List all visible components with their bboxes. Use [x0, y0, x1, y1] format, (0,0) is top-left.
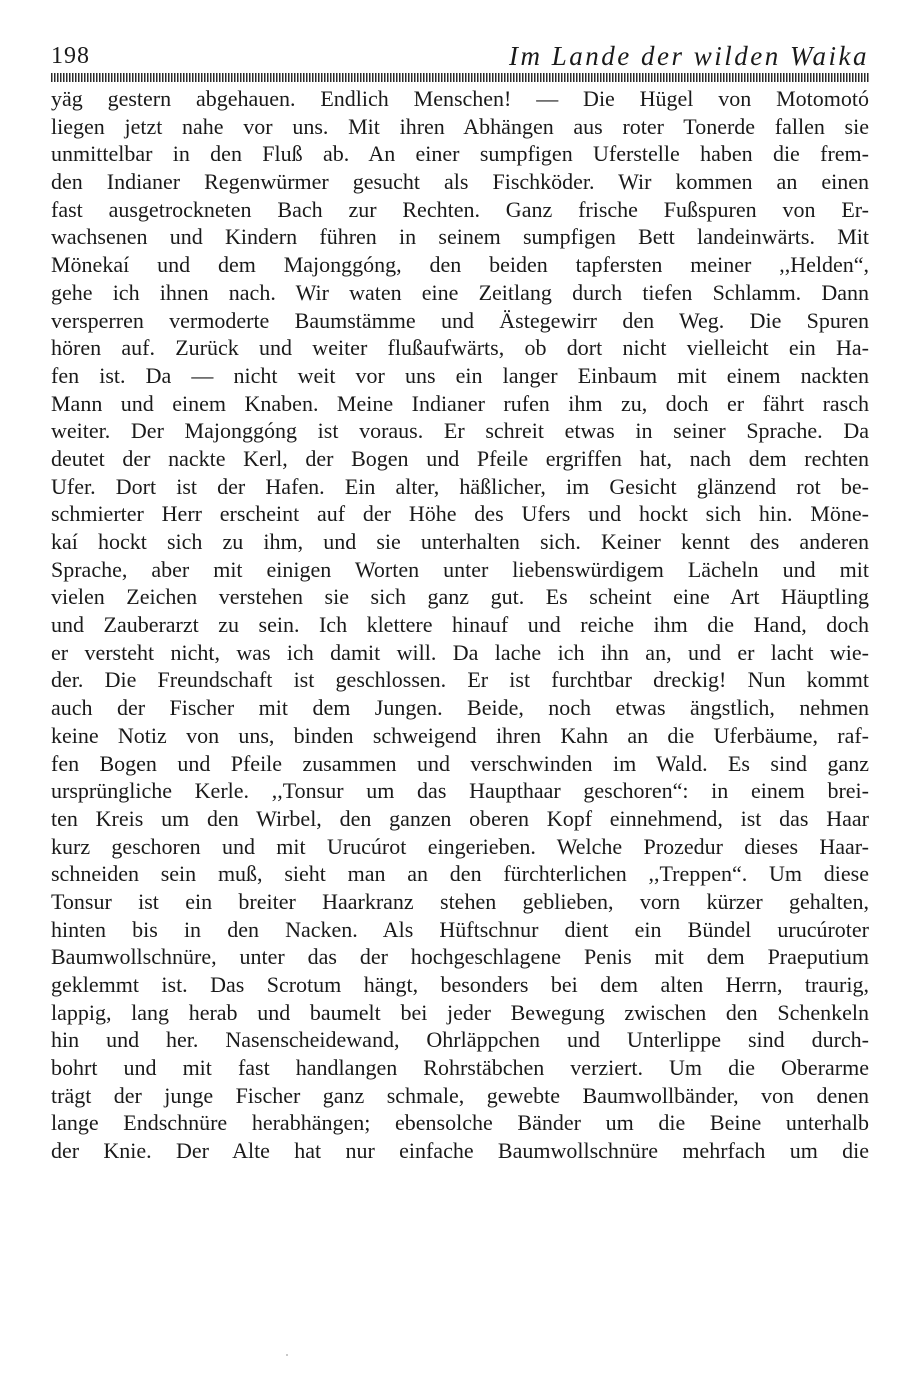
text-line: liegen jetzt nahe vor uns. Mit ihren Abhängen aus roter Tonerde fallen sie: [51, 113, 869, 139]
running-title: Im Lande der wilden Waika: [509, 41, 869, 71]
text-line: der. Die Freundschaft ist geschlossen. Er ist furchtbar dreckig! Nun kommt: [51, 667, 869, 693]
text-line: fen ist. Da — nicht weit vor uns ein langer Einbaum mit einem nackten: [51, 362, 869, 388]
header-rule: [51, 73, 869, 82]
body-text: [51, 85, 869, 1165]
text-line: Ufer. Dort ist der Hafen. Ein alter, häßlicher, im Gesicht glänzend rot be-: [51, 473, 869, 499]
text-line: er versteht nicht, was ich damit will. Da lache ich ihn an, und er lacht wie-: [51, 639, 869, 665]
text-line: hören auf. Zurück und weiter flußaufwärts, ob dort nicht vielleicht ein Ha-: [51, 335, 869, 361]
running-head: [51, 40, 869, 72]
text-line: yäg gestern abgehauen. Endlich Menschen! — Die Hügel von Motomotó: [51, 86, 869, 111]
text-line: der Knie. Der Alte hat nur einfache Baumwollschnüre mehrfach um die: [51, 1138, 869, 1164]
text-line: fen Bogen und Pfeile zusammen und verschwinden im Wald. Es sind ganz: [51, 750, 869, 776]
text-line: hinten bis in den Nacken. Als Hüftschnur dient ein Bündel urucúroter: [51, 916, 869, 942]
book-page: [51, 40, 869, 1165]
text-line: versperren vermoderte Baumstämme und Ästegewirr den Weg. Die Spuren: [51, 307, 869, 333]
text-line: kaí hockt sich zu ihm, und sie unterhalten sich. Keiner kennt des anderen: [51, 529, 869, 554]
text-line: auch der Fischer mit dem Jungen. Beide, noch etwas ängstlich, nehmen: [51, 695, 869, 721]
text-line: wachsenen und Kindern führen in seinem sumpfigen Bett landeinwärts. Mit: [51, 224, 869, 250]
text-line: deutet der nackte Kerl, der Bogen und Pfeile ergriffen hat, nach dem rechten: [51, 445, 869, 471]
text-line: lange Endschnüre herabhängen; ebensolche Bänder um die Beine unterhalb: [51, 1110, 869, 1136]
text-line: weiter. Der Majonggóng ist voraus. Er schreit etwas in seiner Sprache. Da: [51, 418, 869, 444]
text-line: Baumwollschnüre, unter das der hochgeschlagene Penis mit dem Praeputium: [51, 944, 869, 970]
text-line: geklemmt ist. Das Scrotum hängt, besonders bei dem alten Herrn, traurig,: [51, 972, 869, 997]
page-number: 198: [51, 43, 90, 69]
text-line: ursprüngliche Kerle. ,,Tonsur um das Haupthaar geschoren“: in einem brei-: [51, 778, 869, 804]
text-line: gehe ich ihnen nach. Wir waten eine Zeitlang durch tiefen Schlamm. Dann: [51, 279, 869, 305]
text-line: den Indianer Regenwürmer gesucht als Fischköder. Wir kommen an einen: [51, 169, 869, 195]
text-line: ten Kreis um den Wirbel, den ganzen oberen Kopf einnehmend, ist das Haar: [51, 805, 869, 831]
text-line: unmittelbar in den Fluß ab. An einer sumpfigen Uferstelle haben die frem-: [51, 141, 869, 167]
text-line: lappig, lang herab und baumelt bei jeder Bewegung zwischen den Schenkeln: [51, 999, 869, 1025]
text-line: schmierter Herr erscheint auf der Höhe des Ufers und hockt sich hin. Möne-: [51, 501, 869, 527]
text-line: hin und her. Nasenscheidewand, Ohrläppchen und Unterlippe sind durch-: [51, 1027, 869, 1053]
text-line: Sprache, aber mit einigen Worten unter liebenswürdigem Lächeln und mit: [51, 556, 869, 582]
text-line: Mann und einem Knaben. Meine Indianer rufen ihm zu, doch er fährt rasch: [51, 390, 869, 416]
text-line: fast ausgetrockneten Bach zur Rechten. Ganz frische Fußspuren von Er-: [51, 196, 869, 222]
text-line: Mönekaí und dem Majonggóng, den beiden tapfersten meiner ,,Helden“,: [51, 252, 869, 278]
text-line: trägt der junge Fischer ganz schmale, gewebte Baumwollbänder, von denen: [51, 1082, 869, 1108]
paper-speck: [286, 1354, 288, 1356]
text-line: bohrt und mit fast handlangen Rohrstäbchen verziert. Um die Oberarme: [51, 1055, 869, 1081]
text-line: kurz geschoren und mit Urucúrot eingerieben. Welche Prozedur dieses Haar-: [51, 833, 869, 859]
text-line: vielen Zeichen verstehen sie sich ganz gut. Es scheint eine Art Häuptling: [51, 584, 869, 610]
text-line: und Zauberarzt zu sein. Ich klettere hinauf und reiche ihm die Hand, doch: [51, 612, 869, 638]
text-line: keine Notiz von uns, binden schweigend ihren Kahn an die Uferbäume, raf-: [51, 722, 869, 748]
text-line: schneiden sein muß, sieht man an den fürchterlichen ,,Treppen“. Um diese: [51, 861, 869, 887]
text-line: Tonsur ist ein breiter Haarkranz stehen geblieben, vorn kürzer gehalten,: [51, 888, 869, 914]
